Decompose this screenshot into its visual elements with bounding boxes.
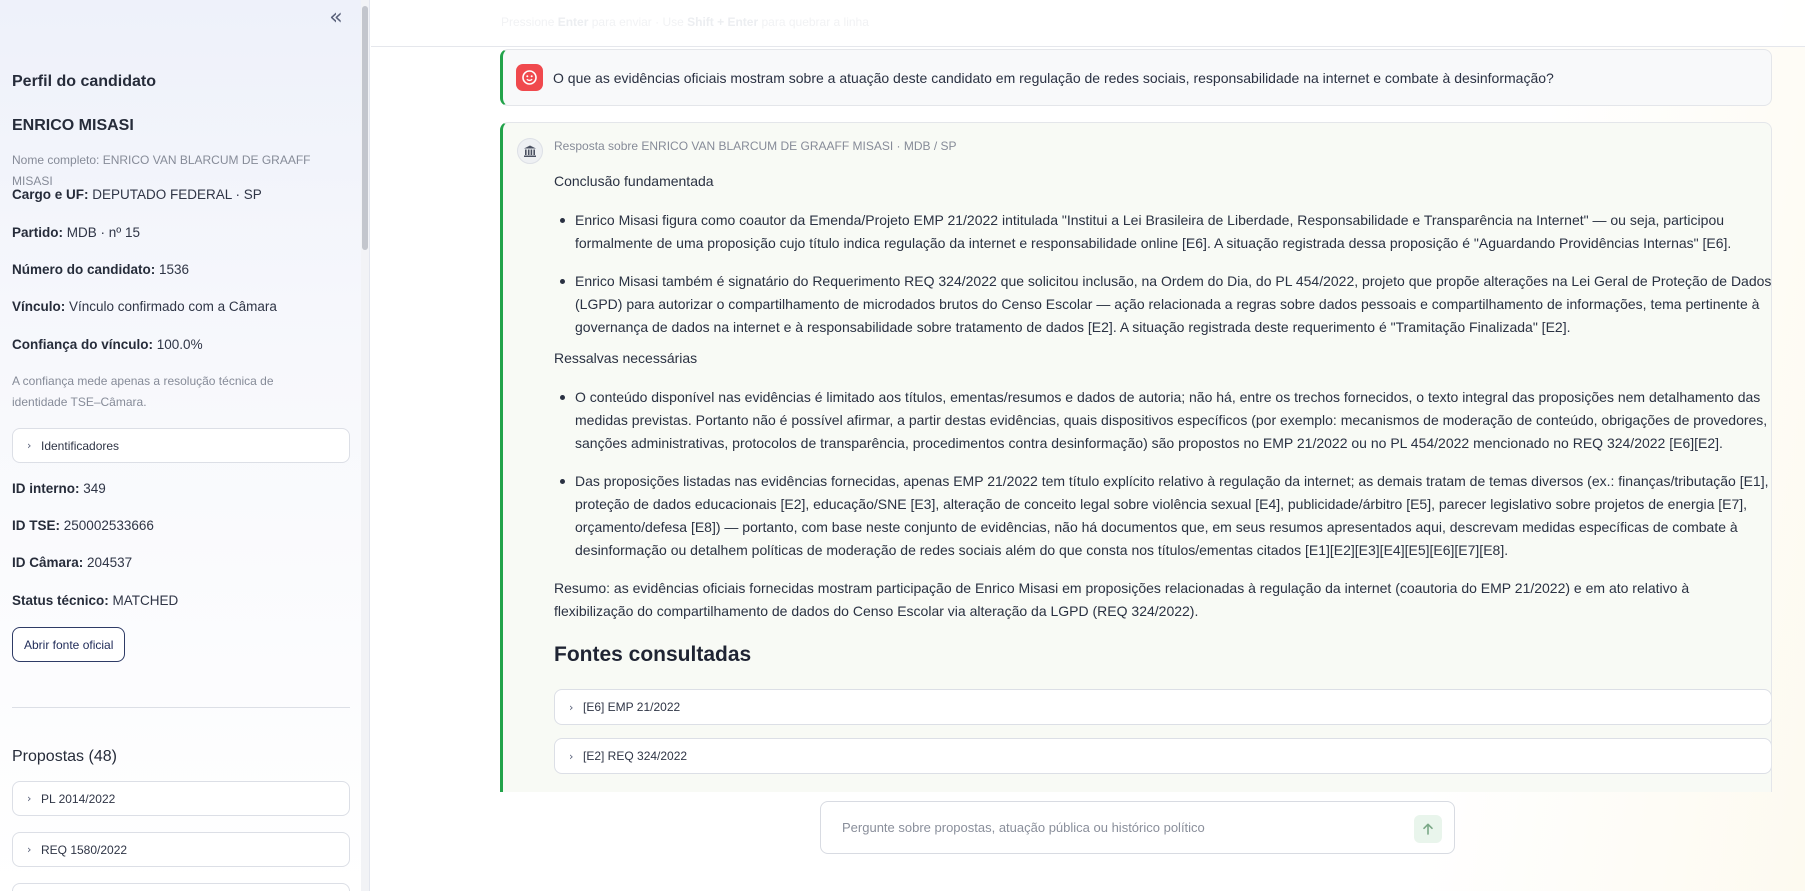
confidence-note: A confiança mede apenas a resolução técnica de identidade TSE–Câmara. <box>12 374 274 409</box>
field-label: Número do candidato: <box>12 262 156 277</box>
field-label: ID TSE: <box>12 518 61 533</box>
send-button[interactable] <box>1414 815 1442 843</box>
proposals-title: Propostas (48) <box>12 748 117 765</box>
field-cargo <box>12 187 262 202</box>
id-camara <box>12 555 132 570</box>
field-partido <box>12 225 140 240</box>
hint-text: para quebrar a linha <box>761 15 869 29</box>
chat-input[interactable] <box>842 820 1402 835</box>
id-tse <box>12 518 154 533</box>
answer-meta: Resposta sobre ENRICO VAN BLARCUM DE GRAAFF MISASI · MDB / SP <box>554 139 957 153</box>
proposal-item[interactable] <box>12 832 350 867</box>
field-value: MDB · nº 15 <box>66 225 140 240</box>
top-bar <box>371 0 1805 47</box>
chat-main <box>371 0 1805 891</box>
answer-body <box>554 173 1772 774</box>
candidate-full-name: Nome completo: ENRICO VAN BLARCUM DE GRAAFF MISASI <box>12 153 311 188</box>
hint-text: Pressione <box>501 15 555 29</box>
source-label: [E6] EMP 21/2022 <box>583 700 681 714</box>
field-confianca <box>12 337 203 352</box>
source-expander[interactable] <box>554 689 1772 725</box>
hint-key: Shift + Enter <box>687 15 759 29</box>
field-label: Vínculo: <box>12 299 66 314</box>
conclusion-title: Conclusão fundamentada <box>554 173 714 189</box>
field-value: MATCHED <box>112 593 179 608</box>
expander-label: Identificadores <box>41 438 120 453</box>
field-label: Confiança do vínculo: <box>12 337 154 352</box>
field-value: Vínculo confirmado com a Câmara <box>69 299 277 314</box>
candidate-name: ENRICO MISASI <box>12 117 134 134</box>
user-message <box>500 49 1772 106</box>
id-interno <box>12 481 106 496</box>
identifiers-expander[interactable] <box>12 428 350 463</box>
field-value: DEPUTADO FEDERAL · SP <box>92 187 262 202</box>
conclusion-list <box>554 209 1772 339</box>
open-official-source-button[interactable]: Abrir fonte oficial <box>12 627 125 662</box>
chevron-right-icon: › <box>27 792 32 805</box>
chevron-right-icon: › <box>27 439 32 452</box>
list-item: Das proposições listadas nas evidências fornecidas, apenas EMP 21/2022 tem título explícito relativo à regulação da internet; as demais tratam de temas diversos (ex.: finanças/tributação [E1], proteção de dados educacionais [E2], educação/SNE [E3], alteração de conceito legal sobre violência sexual [E4], publicidade/árbitro [E5], parecer legislativo sobre projetos de energia [E7], orçamento/defesa [E8]) — portanto, com base neste conjunto de evidências, não há documentos que, em seus resumos apresentados aqui, descrevam medidas específicas de combate à desinformação ou detalhem políticas de moderação de redes sociais além do que consta nos títulos/ementas citados [E1][E2][E3][E4][E5][E6][E7][E8]. <box>575 470 1772 562</box>
keyboard-hint <box>501 15 869 29</box>
field-value: 1536 <box>159 262 190 277</box>
field-vinculo <box>12 299 277 314</box>
scrollbar-thumb[interactable] <box>362 6 368 250</box>
user-avatar-icon <box>516 64 543 91</box>
field-label: ID Câmara: <box>12 555 84 570</box>
sources-title: Fontes consultadas <box>554 643 752 666</box>
field-label: Partido: <box>12 225 64 240</box>
source-label: [E2] REQ 324/2022 <box>583 749 688 763</box>
sidebar-divider <box>12 707 350 708</box>
sidebar <box>0 0 370 891</box>
field-label: Cargo e UF: <box>12 187 89 202</box>
field-value: 204537 <box>87 555 133 570</box>
source-expander[interactable] <box>554 738 1772 774</box>
chevron-right-icon: › <box>569 700 574 714</box>
institution-icon <box>517 138 543 164</box>
field-value: 349 <box>83 481 106 496</box>
chevron-right-icon: › <box>27 843 32 856</box>
chat-input-box[interactable] <box>820 801 1455 854</box>
field-label: Status técnico: <box>12 593 109 608</box>
list-item: O conteúdo disponível nas evidências é limitado aos títulos, ementas/resumos e dados de autoria; não há, entre os trechos fornecidos, o texto integral das proposições nem detalhamento das medidas previstas. Portanto não é possível afirmar, a partir destas evidências, quais dispositivos específicos (por exemplo: mecanismos de moderação de conteúdo, obrigações de provedores, sanções administrativas, protocolos de transparência, procedimentos contra desinformação) são propostos no EMP 21/2022 ou no PL 454/2022 mencionado no REQ 324/2022 [E6][E2]. <box>575 386 1772 455</box>
double-chevron-left-icon[interactable]: « <box>329 5 343 30</box>
proposal-label: PL 2014/2022 <box>41 791 116 806</box>
list-item: Enrico Misasi figura como coautor da Emenda/Projeto EMP 21/2022 intitulada "Institui a Lei Brasileira de Liberdade, Responsabilidade e Transparência na Internet" — ou seja, participou formalmente de uma proposição cujo título indica regulação da internet e responsabilidade online [E6]. A situação registrada dessa proposição é "Aguardando Providências Internas" [E6]. <box>575 209 1772 255</box>
hint-key: Enter <box>557 15 589 29</box>
field-value: 100.0% <box>156 337 203 352</box>
chevron-right-icon: › <box>569 749 574 763</box>
list-item: Enrico Misasi também é signatário do Requerimento REQ 324/2022 que solicitou inclusão, na Ordem do Dia, do PL 454/2022, projeto que propõe alterações na Lei Geral de Proteção de Dados (LGPD) para autorizar o compartilhamento de microdados brutos do Censo Escolar — ação relacionada a regras sobre dados pessoais e compartilhamento de informações, tema pertinente à governança de dados na internet e à responsabilidade sobre tratamento de dados [E2]. A situação registrada deste requerimento é "Tramitação Finalizada" [E2]. <box>575 270 1772 339</box>
proposal-item[interactable] <box>12 781 350 816</box>
proposal-label: REQ 1580/2022 <box>41 842 128 857</box>
arrow-up-icon <box>1421 822 1435 836</box>
hint-text: para enviar · Use <box>591 15 684 29</box>
field-value: 250002533666 <box>63 518 154 533</box>
caveats-list <box>554 386 1772 562</box>
answer-summary: Resumo: as evidências oficiais fornecidas mostram participação de Enrico Misasi em proposições relacionadas à regulação da internet (coautoria do EMP 21/2022) e em ato relativo à flexibilização do compartilhamento de dados do Censo Escolar via alteração da LGPD (REQ 324/2022). <box>554 580 1690 619</box>
sidebar-title: Perfil do candidato <box>12 73 157 90</box>
proposal-item-partial[interactable] <box>12 883 350 891</box>
assistant-message <box>500 122 1772 792</box>
status-tecnico <box>12 593 178 608</box>
caveats-title: Ressalvas necessárias <box>554 350 698 366</box>
sidebar-scrollbar[interactable] <box>361 0 369 891</box>
sidebar-content <box>0 0 362 891</box>
field-numero <box>12 262 189 277</box>
field-label: ID interno: <box>12 481 80 496</box>
question-text: O que as evidências oficiais mostram sobre a atuação deste candidato em regulação de redes sociais, responsabilidade na internet e combate à desinformação? <box>553 69 1554 86</box>
